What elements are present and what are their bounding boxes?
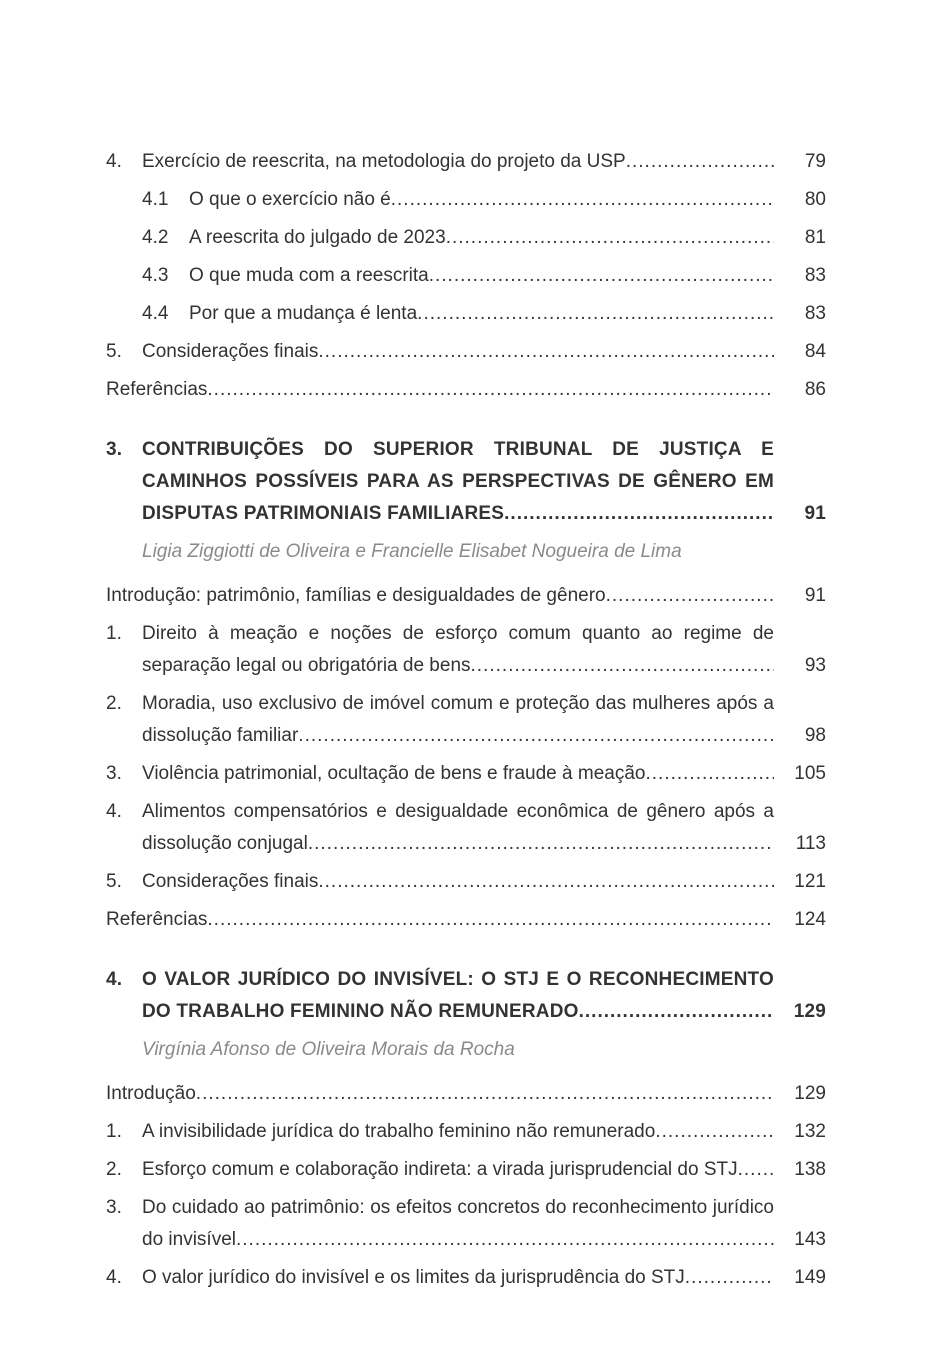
entry-page: 132 [794,1121,826,1142]
entry-page: 81 [804,227,826,248]
table-of-contents [106,146,826,1294]
entry-number: 2. [106,1159,122,1180]
entry-number: 1. [106,623,122,644]
entry-number: 5. [106,871,122,892]
entry-title: Violência patrimonial, ocultação de bens e fraude à meação ..... [142,763,645,784]
entry-number: 3. [106,1197,122,1218]
entry-number: 4. [106,151,122,172]
entry-number: 2. [106,693,122,714]
entry-title: Exercício de reescrita, na metodologia do projeto da USP ..... [142,151,626,172]
toc-entry[interactable] [106,1116,826,1148]
entry-number: 1. [106,1121,122,1142]
toc-entry[interactable] [106,1262,826,1294]
entry-title: Alimentos compensatórios e desigualdade econômica de gênero após a dissolução conjugal ..... [142,801,774,854]
entry-number: 4.4 [142,303,169,324]
entry-page: 80 [804,189,826,210]
toc-entry[interactable] [106,866,826,898]
entry-page: 91 [804,585,826,606]
entry-page: 124 [794,909,826,930]
entry-title: Moradia, uso exclusivo de imóvel comum e proteção das mulheres após a dissolução familiar ..... [142,693,774,746]
toc-entry[interactable] [106,260,826,292]
entry-page: 83 [804,265,826,286]
entry-page: 98 [804,725,826,746]
entry-title: Considerações finais ..... [142,871,318,892]
entry-title: Referências ..... [106,379,207,400]
entry-page: 138 [794,1159,826,1180]
toc-entry[interactable] [106,1078,826,1110]
entry-title: Considerações finais ..... [142,341,318,362]
entry-number: 4.2 [142,227,169,248]
entry-page: 113 [795,833,826,854]
toc-entry[interactable] [106,618,826,682]
toc-entry[interactable] [106,184,826,216]
chapter-3-section [106,434,826,936]
entry-title: Por que a mudança é lenta ..... [189,303,417,324]
entry-number: 5. [106,341,122,362]
toc-entry[interactable] [106,336,826,368]
chapter-authors: Virgínia Afonso de Oliveira Morais da Rocha [142,1039,515,1060]
entry-page: 143 [794,1229,826,1250]
toc-entry[interactable] [106,796,826,860]
entry-title: O que o exercício não é ..... [189,189,391,210]
entry-title: O que muda com a reescrita ..... [189,265,429,286]
chapter-title: CONTRIBUIÇÕES DO SUPERIOR TRIBUNAL DE JUSTIÇA E CAMINHOS POSSÍVEIS PARA AS PERSPECTIVAS DE GÊNERO EM DISPUTAS PATRIMONIAIS FAMILIARES ..... [142,439,774,524]
entry-page: 93 [804,655,826,676]
toc-entry[interactable] [106,580,826,612]
toc-entry-references[interactable] [106,904,826,936]
entry-page: 105 [794,763,826,784]
entry-page: 129 [794,1083,826,1104]
chapter-heading[interactable] [106,434,826,530]
entry-title: Do cuidado ao patrimônio: os efeitos concretos do reconhecimento jurídico do invisível ..... [142,1197,774,1250]
toc-entry[interactable] [106,1154,826,1186]
entry-number: 3. [106,763,122,784]
toc-top-section [106,146,826,406]
chapter-title: O VALOR JURÍDICO DO INVISÍVEL: O STJ E O RECONHECIMENTO DO TRABALHO FEMININO NÃO REMUNERADO ..... [142,969,774,1022]
entry-number: 4. [106,1267,122,1288]
toc-entry-references[interactable] [106,374,826,406]
entry-title: O valor jurídico do invisível e os limites da jurisprudência do STJ ..... [142,1267,685,1288]
chapter-number: 4. [106,969,123,990]
chapter-authors: Ligia Ziggiotti de Oliveira e Francielle Elisabet Nogueira de Lima [142,541,682,562]
toc-entry[interactable] [106,688,826,752]
entry-number: 4.1 [142,189,169,210]
entry-title: Introdução ..... [106,1083,196,1104]
toc-entry[interactable] [106,758,826,790]
entry-page: 121 [794,871,826,892]
entry-title: A reescrita do julgado de 2023 ..... [189,227,446,248]
toc-entry[interactable] [106,222,826,254]
entry-title: Referências ..... [106,909,207,930]
entry-number: 4.3 [142,265,169,286]
entry-page: 84 [804,341,826,362]
entry-title: Esforço comum e colaboração indireta: a virada jurisprudencial do STJ ..... [142,1159,738,1180]
toc-entry[interactable] [106,1192,826,1256]
entry-page: 149 [794,1267,826,1288]
entry-page: 79 [804,151,826,172]
chapter-page: 129 [793,1001,826,1022]
entry-title: A invisibilidade jurídica do trabalho feminino não remunerado ..... [142,1121,655,1142]
entry-page: 86 [804,379,826,400]
chapter-number: 3. [106,439,123,460]
chapter-4-section [106,964,826,1294]
toc-entry[interactable] [106,146,826,178]
entry-title: Direito à meação e noções de esforço comum quanto ao regime de separação legal ou obrigatória de bens ..... [142,623,774,676]
toc-entry[interactable] [106,298,826,330]
chapter-heading[interactable] [106,964,826,1028]
entry-number: 4. [106,801,122,822]
entry-page: 83 [804,303,826,324]
chapter-page: 91 [804,503,826,524]
entry-title: Introdução: patrimônio, famílias e desigualdades de gênero ..... [106,585,606,606]
